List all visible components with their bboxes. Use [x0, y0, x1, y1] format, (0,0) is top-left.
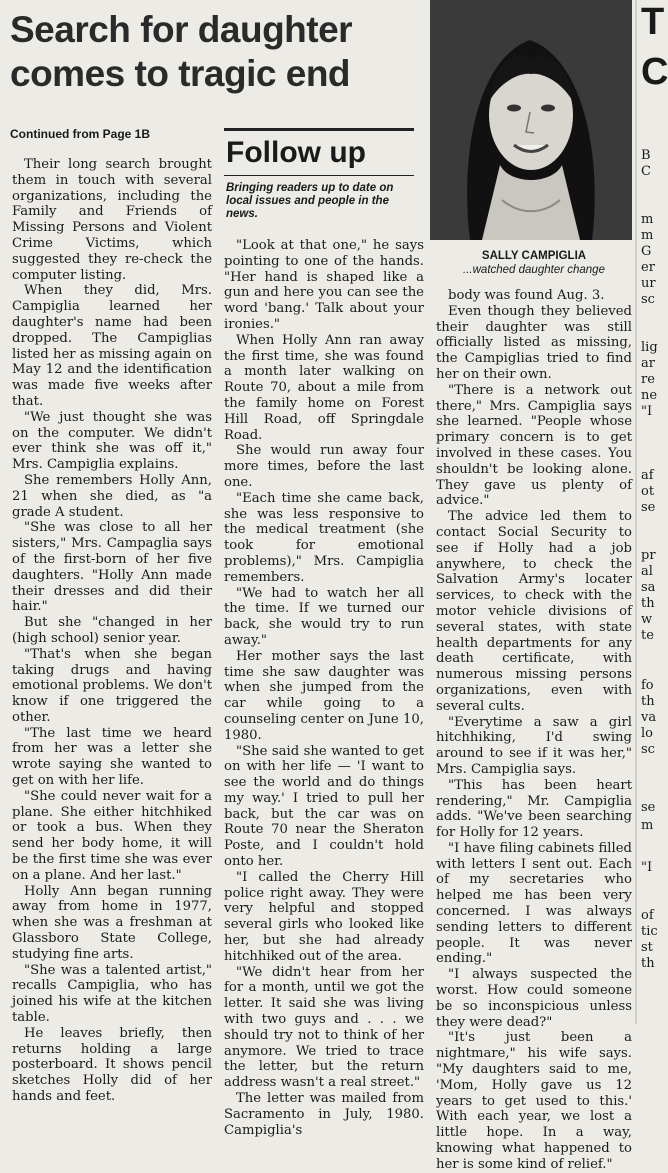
article-paragraph: "I have filing cabinets filled with letters I sent out. Each of my secretaries who helped me has been very concerned. I was always sending letters to different people. It was never ending."	[436, 840, 632, 967]
edge-text-fragment: sa	[641, 580, 656, 595]
edge-text-fragment: pr	[641, 548, 656, 563]
article-paragraph: She would run away four more times, before the last one.	[224, 443, 424, 490]
edge-text-fragment: re	[641, 372, 655, 387]
edge-text-fragment: lig	[641, 340, 658, 355]
edge-text-fragment: C	[641, 51, 668, 93]
edge-text-fragment: th	[641, 694, 655, 709]
edge-text-fragment: lo	[641, 726, 653, 741]
edge-text-fragment: T	[641, 1, 665, 43]
edge-text-fragment: sc	[641, 292, 655, 307]
edge-text-fragment: of	[641, 908, 654, 923]
article-column-2	[224, 238, 424, 1138]
article-paragraph: "This has been heart rendering," Mr. Campiglia adds. "We've been searching for Holly for 12 years.	[436, 777, 632, 841]
follow-up-top-rule	[224, 128, 414, 131]
article-paragraph: "We didn't hear from her for a month, until we got the letter. It said she was living with two guys and . . . we should try not to think of her anymore. We tried to trace the letter, but the return address wasn't a real street."	[224, 964, 424, 1091]
photo-caption-name: SALLY CAMPIGLIA	[481, 250, 587, 262]
edge-text-fragment: m	[641, 818, 654, 833]
follow-up-title: Follow up	[226, 136, 366, 169]
edge-text-fragment: m	[641, 212, 654, 227]
article-paragraph: But she "changed in her (high school) senior year.	[12, 615, 212, 646]
adjacent-article-fragment	[641, 0, 668, 1024]
edge-text-fragment: w	[641, 612, 653, 627]
edge-text-fragment: se	[641, 800, 656, 815]
article-paragraph: Even though they believed their daughter was still officially listed as missing, the Campiglias tried to find her on their own.	[436, 303, 632, 382]
article-paragraph: "She said she wanted to get on with her life — 'I want to see the world and do things my way.' I tried to pull her back, but the car was on Route 70 near the Sheraton Poste, and I couldn't hold onto her.	[224, 743, 424, 870]
article-paragraph: "Look at that one," he says pointing to one of the hands. "Her hand is shaped like a gun and here you can see the word 'bang.' Talk about your ironies."	[224, 238, 424, 332]
edge-text-fragment: st	[641, 940, 653, 955]
edge-text-fragment: er	[641, 260, 655, 275]
article-paragraph: "It's just been a nightmare," his wife says. "My daughters said to me, 'Mom, Holly gave us 12 years to get used to this.' With each year, we lost a little hope. In a way, knowing what happened to her is some kind of relief."	[436, 1030, 632, 1172]
article-paragraph: "I always suspected the worst. How could someone be so inconspicious unless they were dead?"	[436, 967, 632, 1030]
edge-text-fragment: sc	[641, 742, 655, 757]
article-paragraph: Her mother says the last time she saw daughter was when she jumped from the car while going to a counseling center on June 10, 1980.	[224, 648, 424, 743]
continued-note: Continued from Page 1B	[10, 127, 151, 141]
edge-text-fragment: ur	[641, 276, 656, 291]
article-paragraph: "Each time she came back, she was less responsive to the medical treatment (she took for emotional problems)," Mrs. Campiglia remembers.	[224, 490, 424, 585]
edge-text-fragment: va	[641, 710, 657, 725]
article-paragraph: She remembers Holly Ann, 21 when she died, as "a grade A student.	[12, 472, 212, 520]
article-paragraph: Their long search brought them in touch with several organizations, including the Family and Friends of Missing Persons and Violent Crime Victims, which suggested they re-check the computer listing.	[12, 157, 212, 283]
portrait-photo	[430, 0, 632, 240]
article-column-3	[436, 288, 632, 1173]
edge-text-fragment: tic	[641, 924, 658, 939]
article-paragraph: When they did, Mrs. Campiglia learned her daughter's name had been dropped. The Campiglias listed her as missing again on May 12 and the identification was made five weeks after that.	[12, 283, 212, 409]
edge-text-fragment: th	[641, 596, 655, 611]
article-paragraph: "We had to watch her all the time. If we turned our back, she would try to run away."	[224, 585, 424, 648]
follow-up-box	[224, 128, 414, 221]
article-paragraph: Holly Ann began running away from home in 1977, when she was a freshman at Glassboro State College, studying fine arts.	[12, 883, 212, 962]
headline: Search for daughter comes to tragic end	[10, 9, 353, 94]
portrait-illustration	[430, 0, 632, 240]
edge-text-fragment: "I	[641, 860, 653, 875]
edge-text-fragment: C	[641, 164, 651, 179]
edge-text-fragment: ar	[641, 356, 655, 371]
article-paragraph: body was found Aug. 3.	[448, 288, 605, 303]
article-paragraph: "She was close to all her sisters," Mrs. Campagliа says of the first-born of her five daughters. "Holly Ann made their dresses and did their hair."	[12, 520, 212, 615]
edge-text-fragment: B	[641, 148, 651, 163]
article-paragraph: "We just thought she was on the computer. We didn't ever think she was off it," Mrs. Campiglia explains.	[12, 409, 212, 473]
article-paragraph: When Holly Ann ran away the first time, she was found a month later walking on Route 70, about a mile from the family home on Forest Hill Road, off Springdale Road.	[224, 332, 424, 443]
article-paragraph: "She was a talented artist," recalls Campiglia, who has joined his wife at the kitchen table.	[12, 962, 212, 1026]
article-paragraph: He leaves briefly, then returns holding a large posterboard. It shows pencil sketches Holly did of her hands and feet.	[12, 1025, 212, 1105]
article-paragraph: "I called the Cherry Hill police right away. They were very helpful and stopped several girls who looked like her, but she had already hitchhiked out of the area.	[224, 869, 424, 964]
article-paragraph: "There is a network out there," Mrs. Campiglia says she learned. "People whose primary concern is to get involved in these cases. You shouldn't be looking alone. They gave us plenty of advice."	[436, 382, 632, 509]
edge-text-fragment: se	[641, 500, 656, 515]
edge-text-fragment: af	[641, 468, 654, 483]
follow-up-bottom-rule	[224, 175, 414, 176]
follow-up-subtitle: Bringing readers up to date on local issues and people in the news.	[226, 182, 394, 220]
edge-text-fragment: al	[641, 564, 653, 579]
edge-text-fragment: G	[641, 244, 652, 259]
article-paragraph: "She could never wait for a plane. She either hitchhiked or took a bus. When they send her body home, it will be the first time she was ever on a plane. And her last."	[12, 788, 212, 883]
edge-text-fragment: th	[641, 956, 655, 971]
edge-text-fragment: ot	[641, 484, 655, 499]
article-paragraph: "The last time we heard from her was a letter she wrote saying she wanted to get on with her life.	[12, 725, 212, 789]
article-column-1	[12, 157, 212, 1105]
article-paragraph: "Everytime a saw a girl hitchhiking, I'd swing around to see if it was her," Mrs. Campiglia says.	[436, 714, 632, 777]
article-paragraph: The advice led them to contact Social Security to see if Holly had a job anywhere, to check the Salvation Army's locater services, to check with the motor vehicle divisions of several states, with state health departments for any death certificate, with numerous missing persons organizations, even with several cults.	[436, 509, 632, 714]
edge-text-fragment: ne	[641, 388, 658, 403]
edge-text-fragment: m	[641, 228, 654, 243]
page-seam	[635, 0, 637, 1024]
edge-text-fragment: fo	[641, 678, 654, 693]
article-paragraph: The letter was mailed from Sacramento in July, 1980. Campiglia's	[224, 1091, 424, 1138]
edge-text-fragment: "I	[641, 404, 653, 419]
edge-text-fragment: te	[641, 628, 654, 643]
photo-caption-text: ...watched daughter change	[463, 264, 605, 276]
article-paragraph: "That's when she began taking drugs and having emotional problems. We don't know if one triggered the other.	[12, 646, 212, 725]
